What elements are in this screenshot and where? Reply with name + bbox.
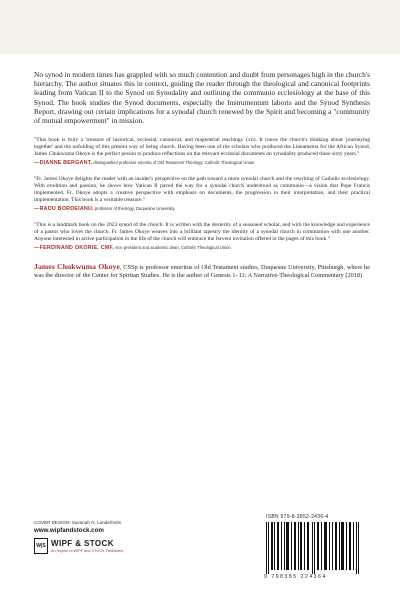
endorsement-attribution — [34, 245, 370, 251]
endorsement-attribution — [34, 206, 370, 212]
endorsement — [34, 137, 370, 166]
cover-text — [34, 70, 370, 280]
barcode — [260, 514, 370, 588]
author-name: James Chukwuma Okoye — [34, 261, 120, 271]
publisher-logo — [34, 538, 204, 554]
publisher-website[interactable]: www.wipfandstock.com — [34, 527, 104, 534]
top-strip — [0, 0, 400, 54]
publisher-imprint: An Imprint of WIPF and STOCK Publishers — [51, 549, 124, 553]
endorser-role: distinguished professor emerita of Old Testament Theology, Catholic Theological Union — [93, 159, 255, 165]
barcode-icon — [264, 522, 364, 574]
isbn-label: ISBN 979-8-3852-2436-4 — [266, 514, 329, 520]
endorser-name: —RADU BORDEIANU, — [34, 205, 94, 212]
cover-design-credit: COVER DESIGN: Savanah N. Landerholm — [34, 520, 122, 525]
endorsement — [34, 222, 370, 251]
endorsement-text: "This book is truly a 'treasure of historical, ecclesial, canonical, and magisterial teachings' (xii). It traces the church's thinking about 'journeying together' and the unfolding of this present way of being church. Having been one of the scholars who produced the Lineamenta for the African Synod, James Chukwuma Okoye is the perfect person to produce reflections on the relevant ecclesial documents on synodality produced these sixty years." — [34, 137, 370, 157]
author-bio-text: , CSSp is professor emeritus of Old Testament studies, Duquesne University, Pittsburgh, where he was the director of the Center for Spiritan Studies. He is the author of Genesis 1–11: A Narrative-Theological Commentary (2018). — [34, 263, 371, 279]
publisher-block — [34, 520, 204, 554]
endorsement-attribution — [34, 160, 370, 166]
endorsement-text: "This is a landmark book on the 2023 synod of the church. It is written with the dexterity of a seasoned scholar, and with the knowledge and experience of a pastor who loves the church. Fr. James Okoye weaves into a brilliant tapestry the identity of a synodal church in communion with one another. Anyone interested in active participation in the life of the church will embrace the fervent invitation offered in the pages of this book." — [34, 222, 370, 243]
endorser-name: —DIANNE BERGANT, — [34, 159, 93, 166]
endorsement-text: "Fr. James Okoye delights the reader with an insider's perspective on the path toward a more synodal church and the rewriting of Catholic ecclesiology. With erudition and passion, he shows how Vatican II paved the way for a synodal church understood as communio—a vision that Pope Francis implemented. Fr. Okoye adopts a creative perspective with emphasis on documents, the progression in their interpretation, and their practical implementation. This book is a veritable treasure." — [34, 176, 370, 204]
ws-logo-icon: W|S — [34, 538, 48, 554]
endorser-name: —FERDINAND OKORIE, CMF, — [34, 245, 115, 252]
book-description: No synod in modern times has grappled with so much contention and doubt from personages high in the church's hierarchy. The author situates this in context, guiding the reader through the theological and canonical footprints leading from Vatican II to the Synod on Synodality and outlining the communio ecclesiology at the base of this Synod. The book studies the Synod documents, especially the Instrumentum laboris and the Synod Synthesis Report, drawing out certain implications for a synodal church renewed by the Spirit and becoming a "community of mutual empowerment" in mission. — [34, 70, 370, 125]
endorser-role: professor of theology, Duquesne University — [94, 205, 175, 211]
barcode-digits: 9 798385 224364 — [264, 574, 327, 580]
publisher-name: WIPF & STOCK — [51, 539, 114, 548]
endorsement — [34, 176, 370, 212]
author-bio — [34, 262, 370, 280]
endorser-role: vice president and academic dean, Catholic Theological Union — [115, 245, 231, 251]
